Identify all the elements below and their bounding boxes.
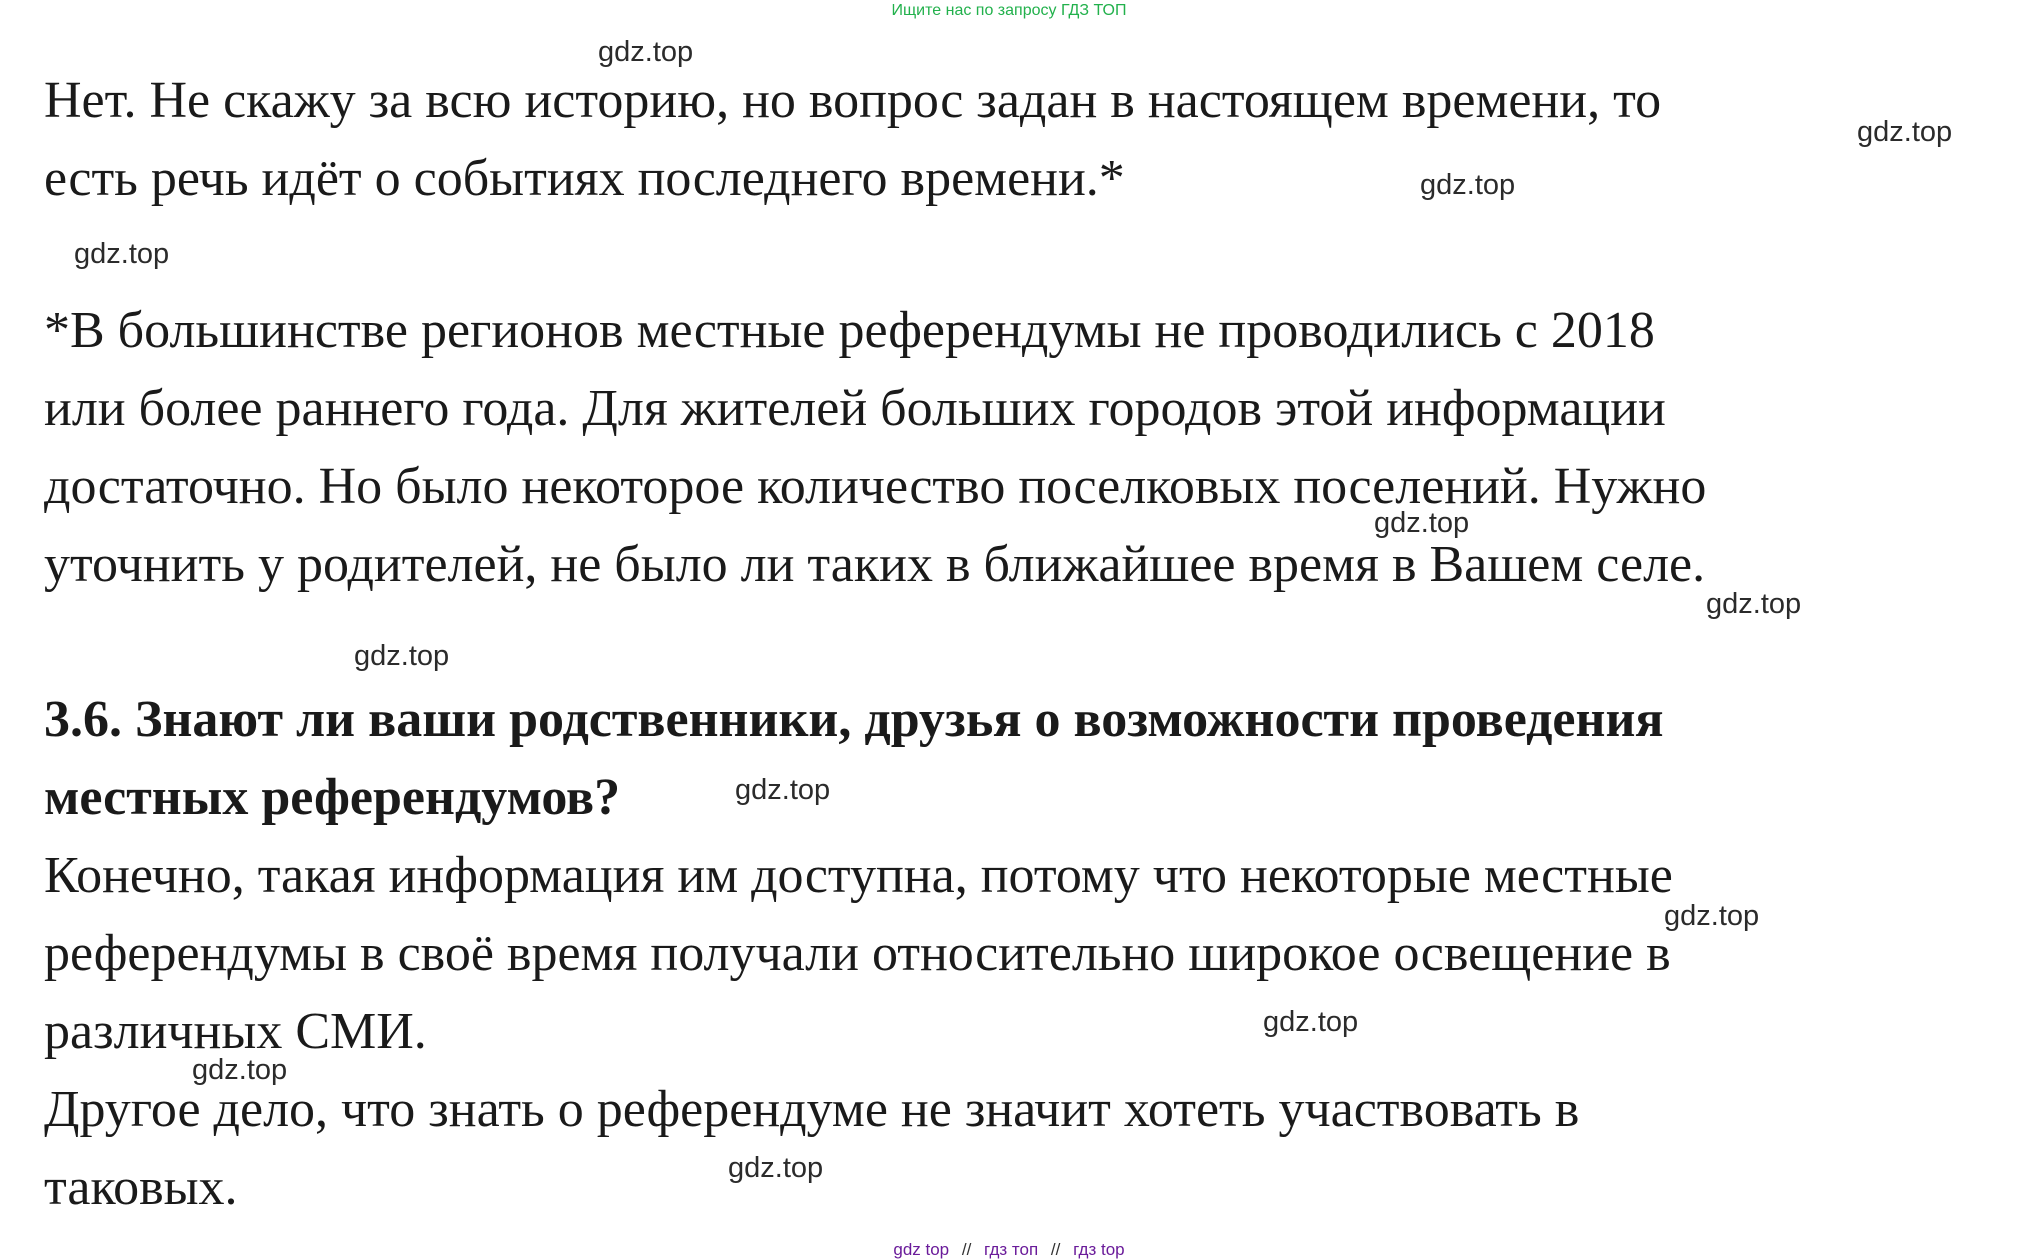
watermark: gdz.top [1420, 169, 1516, 201]
text-line: Другое дело, что знать о референдуме не значит хотеть участвовать в [44, 1081, 1580, 1138]
text-line: достаточно. Но было некоторое количество поселковых поселений. Нужно [44, 458, 1707, 515]
watermark: gdz.top [1263, 1006, 1359, 1038]
text-line: или более раннего года. Для жителей больших городов этой информации [44, 380, 1666, 437]
text-line: есть речь идёт о событиях последнего времени.* [44, 150, 1125, 207]
watermark: gdz.top [1374, 507, 1470, 539]
heading-line: местных референдумов? [44, 769, 621, 826]
watermark: gdz.top [1857, 116, 1953, 148]
footer-link[interactable]: gdz top [893, 1240, 950, 1259]
footer-link[interactable]: гдз top [1073, 1240, 1125, 1259]
text-line: референдумы в своё время получали относительно широкое освещение в [44, 925, 1671, 982]
watermark: gdz.top [354, 640, 450, 672]
watermark: gdz.top [1706, 588, 1802, 620]
answer-paragraph [44, 1071, 1579, 1227]
text-line: уточнить у родителей, не было ли таких в ближайшее время в Вашем селе. [44, 536, 1706, 593]
text-line: Нет. Не скажу за всю историю, но вопрос задан в настоящем времени, то [44, 72, 1662, 129]
footer-separator: // [1050, 1240, 1061, 1259]
footer-link[interactable]: гдз топ [984, 1240, 1039, 1259]
footer-separator: // [961, 1240, 972, 1259]
text-line: различных СМИ. [44, 1003, 427, 1060]
question-heading [44, 681, 1664, 837]
watermark: gdz.top [728, 1152, 824, 1184]
top-banner[interactable]: Ищите нас по запросу ГДЗ ТОП [891, 2, 1127, 19]
answer-paragraph [44, 837, 1673, 1071]
text-line: Конечно, такая информация им доступна, потому что некоторые местные [44, 847, 1673, 904]
heading-line: 3.6. Знают ли ваши родственники, друзья о возможности проведения [44, 691, 1664, 748]
answer-paragraph [44, 62, 1661, 218]
watermark: gdz.top [74, 238, 170, 270]
text-line: таковых. [44, 1159, 238, 1216]
watermark: gdz.top [1664, 900, 1760, 932]
text-line: *В большинстве регионов местные референдумы не проводились с 2018 [44, 302, 1655, 359]
watermark: gdz.top [598, 36, 694, 68]
footnote-paragraph [44, 292, 1706, 604]
footer-links [0, 1240, 2018, 1260]
watermark: gdz.top [735, 774, 831, 806]
watermark: gdz.top [192, 1054, 288, 1086]
